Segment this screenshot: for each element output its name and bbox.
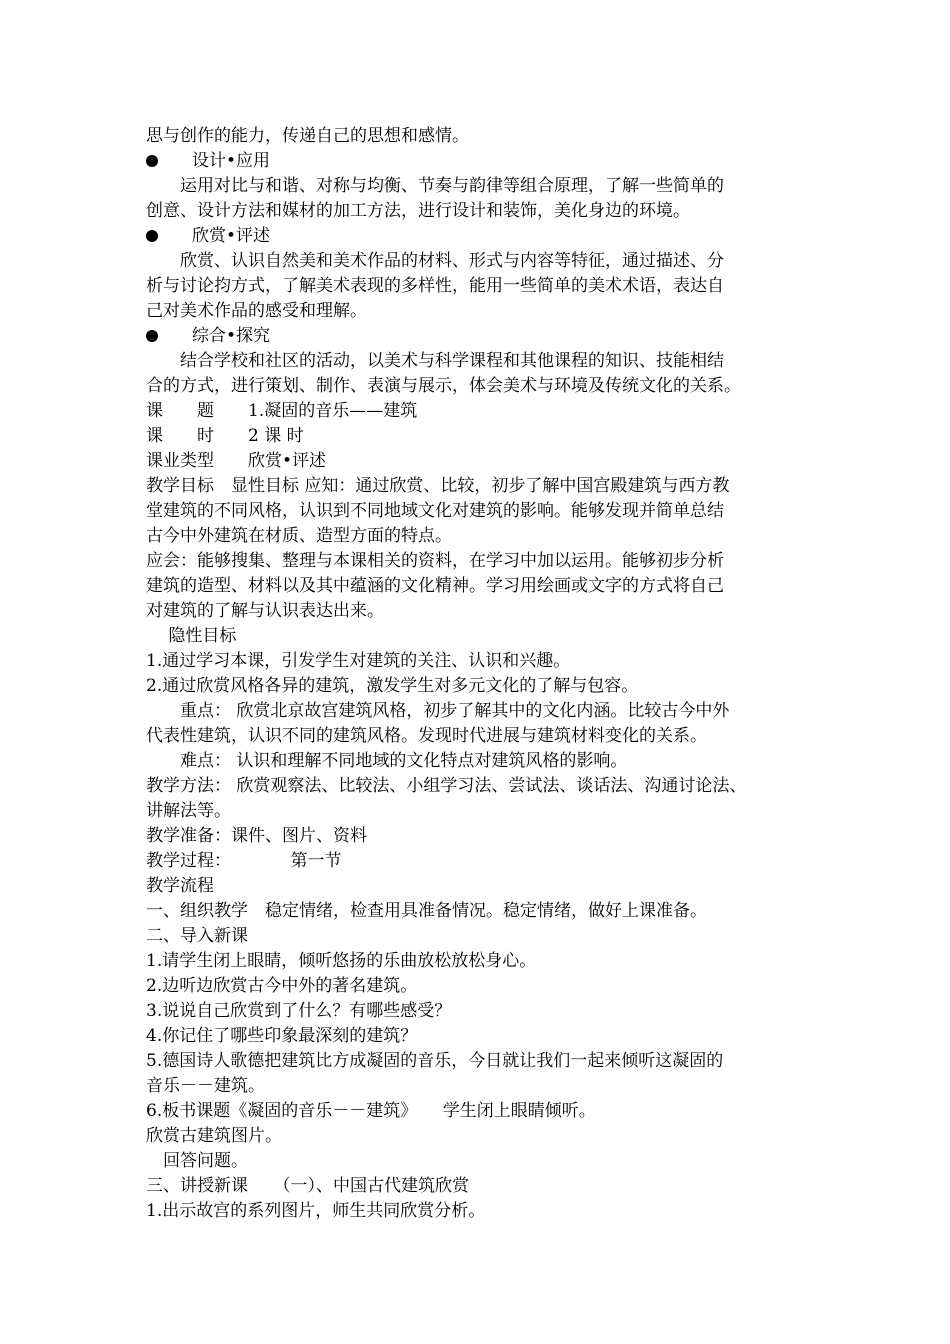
section-heading-exploration: 综合•探究 bbox=[192, 326, 271, 346]
body-text-line: 教学过程： 第一节 bbox=[146, 851, 342, 871]
bullet-icon bbox=[146, 330, 158, 342]
body-text-line: 回答问题。 bbox=[146, 1151, 248, 1171]
body-text-line: 教学目标 显性目标 应知：通过欣赏、比较，初步了解中国宫殿建筑与西方教 bbox=[146, 476, 730, 496]
body-text-line: 古今中外建筑在材质、造型方面的特点。 bbox=[146, 526, 452, 546]
section-heading-design: 设计•应用 bbox=[192, 151, 271, 171]
body-text-line: 教学方法： 欣赏观察法、比较法、小组学习法、尝试法、谈话法、沟通讨论法、 bbox=[146, 776, 747, 796]
body-text-line: 欣赏古建筑图片。 bbox=[146, 1126, 282, 1146]
lesson-title-line: 课 题 1.凝固的音乐——建筑 bbox=[146, 401, 418, 421]
body-text-line: 2.通过欣赏风格各异的建筑，激发学生对多元文化的了解与包容。 bbox=[146, 676, 639, 696]
body-text-line: 1.通过学习本课，引发学生对建筑的关注、认识和兴趣。 bbox=[146, 651, 571, 671]
body-text-line: 对建筑的了解与认识表达出来。 bbox=[146, 601, 384, 621]
body-text-line: 难点： 认识和理解不同地域的文化特点对建筑风格的影响。 bbox=[146, 751, 628, 771]
body-text-line: 创意、设计方法和媒材的加工方法，进行设计和装饰，美化身边的环境。 bbox=[146, 201, 690, 221]
body-text-line: 教学流程 bbox=[146, 876, 214, 896]
body-text-line: 一、组织教学 稳定情绪，检查用具准备情况。稳定情绪，做好上课准备。 bbox=[146, 901, 707, 921]
body-text-line: 教学准备：课件、图片、资料 bbox=[146, 826, 367, 846]
body-text-line: 重点： 欣赏北京故宫建筑风格，初步了解其中的文化内涵。比较古今中外 bbox=[146, 701, 730, 721]
body-text-line: 欣赏、认识自然美和美术作品的材料、形式与内容等特征，通过描述、分 bbox=[146, 251, 724, 271]
body-text-line: 3.说说自己欣赏到了什么？有哪些感受？ bbox=[146, 1001, 452, 1021]
body-text-line: 建筑的造型、材料以及其中蕴涵的文化精神。学习用绘画或文字的方式将自己 bbox=[146, 576, 724, 596]
bullet-icon bbox=[146, 155, 158, 167]
body-text-line: 4.你记住了哪些印象最深刻的建筑？ bbox=[146, 1026, 418, 1046]
body-text-line: 合的方式，进行策划、制作、表演与展示，体会美术与环境及传统文化的关系。 bbox=[146, 376, 741, 396]
body-text-line: 三、讲授新课 （一）、中国古代建筑欣赏 bbox=[146, 1176, 469, 1196]
body-text-line: 音乐－－建筑。 bbox=[146, 1076, 265, 1096]
body-text-line: 1.出示故宫的系列图片，师生共同欣赏分析。 bbox=[146, 1201, 486, 1221]
body-text-line: 析与讨论抣方式，了解美术表现的多样性，能用一些简单的美术术语，表达自 bbox=[146, 276, 724, 296]
body-text-line: 二、导入新课 bbox=[146, 926, 248, 946]
lesson-type-line: 课业类型 欣赏•评述 bbox=[146, 451, 327, 471]
body-text-line: 应会：能够搜集、整理与本课相关的资料，在学习中加以运用。能够初步分析 bbox=[146, 551, 724, 571]
bullet-icon bbox=[146, 230, 158, 242]
body-text-line: 结合学校和社区的活动，以美术与科学课程和其他课程的知识、技能相结 bbox=[146, 351, 724, 371]
body-text-line: 讲解法等。 bbox=[146, 801, 231, 821]
body-text-line: 己对美术作品的感受和理解。 bbox=[146, 301, 367, 321]
body-text-line: 思与创作的能力，传递自己的思想和感情。 bbox=[146, 126, 469, 146]
body-text-line: 1.请学生闭上眼睛，倾听悠扬的乐曲放松放松身心。 bbox=[146, 951, 537, 971]
body-text-line: 运用对比与和谐、对称与均衡、节奏与韵律等组合原理，了解一些简单的 bbox=[146, 176, 724, 196]
lesson-hours-line: 课 时 2 课 时 bbox=[146, 426, 304, 446]
body-text-line: 6.板书课题《凝固的音乐－－建筑》 学生闭上眼睛倾听。 bbox=[146, 1101, 596, 1121]
body-text-line: 5.德国诗人歌德把建筑比方成凝固的音乐，今日就让我们一起来倾听这凝固的 bbox=[146, 1051, 724, 1071]
section-heading-appreciation: 欣赏•评述 bbox=[192, 226, 271, 246]
body-text-line: 代表性建筑，认识不同的建筑风格。发现时代进展与建筑材料变化的关系。 bbox=[146, 726, 707, 746]
body-text-line: 堂建筑的不同风格，认识到不同地域文化对建筑的影响。能够发现并简单总结 bbox=[146, 501, 724, 521]
body-text-line: 2.边听边欣赏古今中外的著名建筑。 bbox=[146, 976, 418, 996]
body-text-line: 隐性目标 bbox=[146, 626, 237, 646]
